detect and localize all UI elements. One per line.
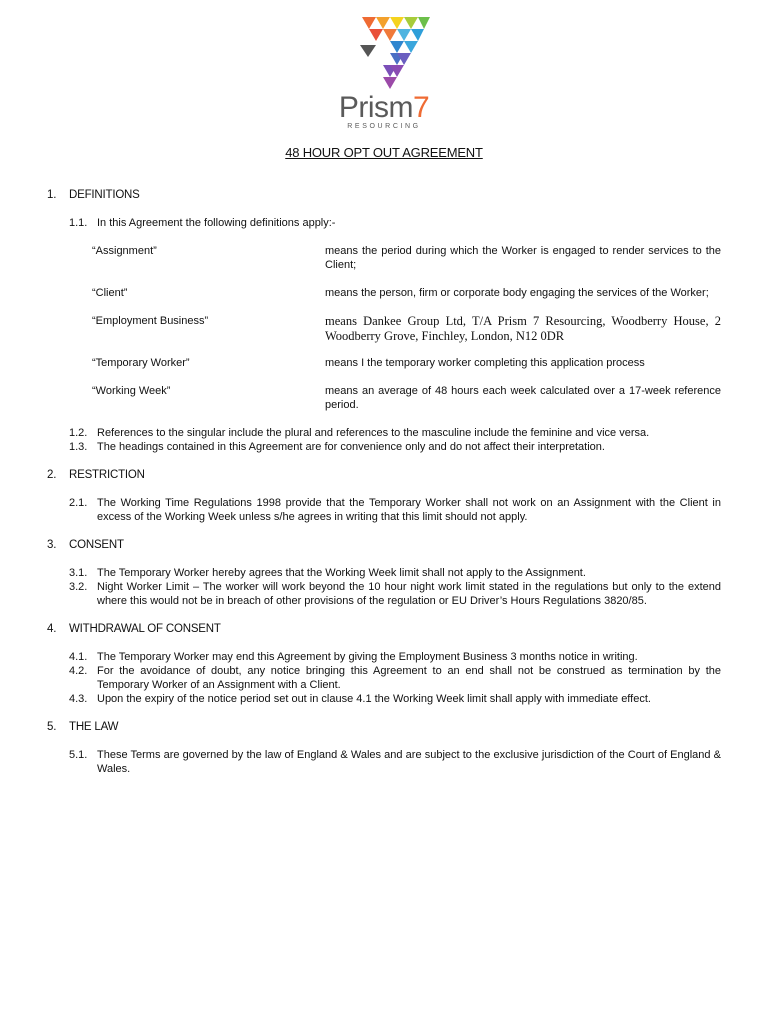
clause-1-2: 1.2. References to the singular include the plural and references to the masculine include the feminine and vice versa.	[69, 427, 650, 439]
clause-4-3: 4.3. Upon the expiry of the notice period set out in clause 4.1 the Working Week limit shall apply with immediate effect.	[69, 693, 651, 705]
definition-term: “Client”	[92, 287, 128, 299]
prism-logo-icon	[360, 15, 432, 91]
section-heading-restriction: 2. RESTRICTION	[47, 469, 145, 481]
definition-term: “Working Week”	[92, 385, 171, 397]
section-heading-withdrawal: 4. WITHDRAWAL OF CONSENT	[47, 623, 221, 635]
document-title: 48 HOUR OPT OUT AGREEMENT	[285, 145, 483, 160]
definition-meaning: means the person, firm or corporate body engaging the services of the Worker;	[325, 287, 709, 299]
section-heading-consent: 3. CONSENT	[47, 539, 124, 551]
definition-term: “Assignment”	[92, 245, 157, 257]
clause-4-2: 4.2. For the avoidance of doubt, any notice bringing this Agreement to an end shall not be construed as termination by the Temporary Worker of an Assignment with a Client.	[69, 665, 721, 691]
clause-3-1: 3.1. The Temporary Worker hereby agrees that the Working Week limit shall not apply to the Assignment.	[69, 567, 586, 579]
section-heading-the-law: 5. THE LAW	[47, 721, 119, 733]
definition-term: “Temporary Worker”	[92, 357, 190, 369]
definition-meaning: means Dankee Group Ltd, T/A Prism 7 Resourcing, Woodberry House, 2 Woodberry Grove, Finchley, London, N12 0DR	[325, 314, 721, 343]
clause-3-2: 3.2. Night Worker Limit – The worker will work beyond the 10 hour night work limit stated in the regulations but only to the extend where this would not be in breach of other provisions of the regulation or EU Driver’s Hours Regulations 3820/85.	[69, 581, 721, 607]
section-heading-definitions: 1. DEFINITIONS	[47, 189, 140, 201]
definition-meaning: means I the temporary worker completing this application process	[325, 357, 645, 369]
clause-4-1: 4.1. The Temporary Worker may end this Agreement by giving the Employment Business 3 months notice in writing.	[69, 651, 638, 663]
logo-tagline: RESOURCING	[347, 123, 421, 130]
company-logo	[336, 15, 432, 130]
definition-term: “Employment Business”	[92, 315, 209, 327]
clause-2-1: 2.1. The Working Time Regulations 1998 provide that the Temporary Worker shall not work on an Assignment with the Client in excess of the Working Week unless s/he agrees in writing that this limit should not apply.	[69, 497, 721, 523]
clause-5-1: 5.1. These Terms are governed by the law of England & Wales and are subject to the exclusive jurisdiction of the Court of England & Wales.	[69, 749, 721, 775]
definition-meaning: means the period during which the Worker is engaged to render services to the Client;	[325, 245, 721, 271]
clause-1-1: 1.1. In this Agreement the following definitions apply:-	[69, 217, 336, 229]
clause-1-3: 1.3. The headings contained in this Agreement are for convenience only and do not affect their interpretation.	[69, 441, 605, 453]
logo-wordmark: Prism7	[338, 91, 430, 124]
definition-meaning: means an average of 48 hours each week calculated over a 17-week reference period.	[325, 385, 721, 411]
